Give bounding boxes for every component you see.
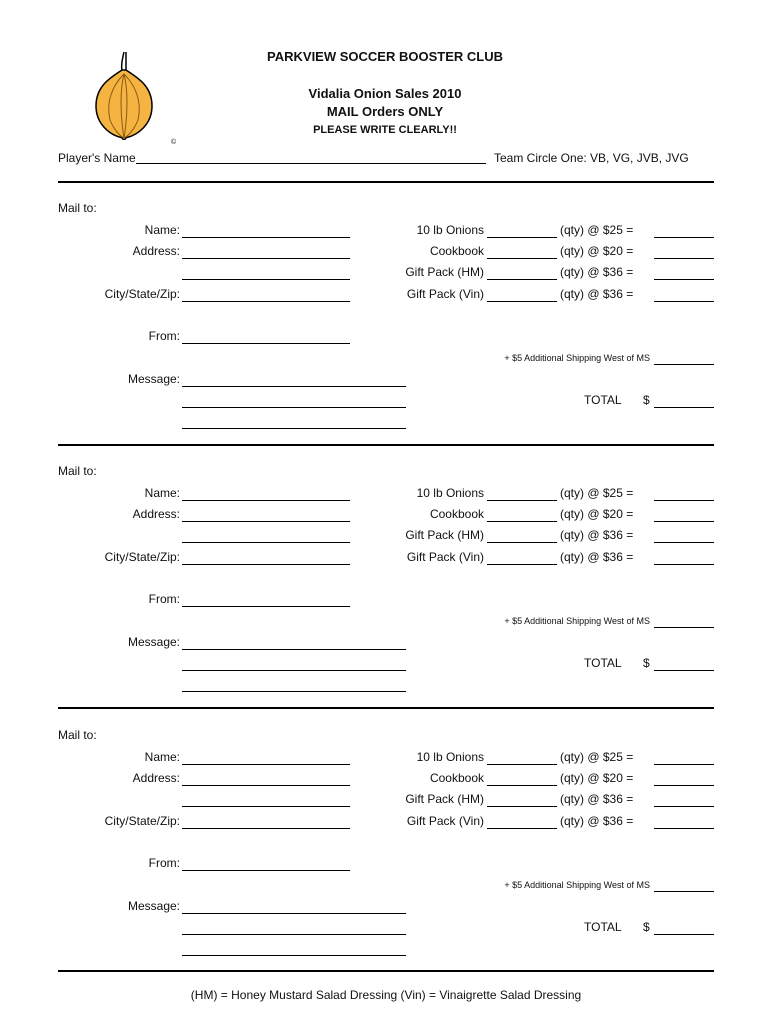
city-state-zip-field[interactable] xyxy=(182,301,350,302)
name-label: Name: xyxy=(144,223,180,237)
item-qty-field[interactable] xyxy=(487,521,557,522)
item-price: (qty) @ $20 = xyxy=(560,507,634,521)
item-label: Gift Pack (HM) xyxy=(405,792,484,806)
item-amount-field[interactable] xyxy=(654,521,714,522)
address-label: Address: xyxy=(132,507,180,521)
footer-legend: (HM) = Honey Mustard Salad Dressing (Vin) = Vinaigrette Salad Dressing xyxy=(190,988,582,1002)
mail-to-label: Mail to: xyxy=(58,201,97,215)
message-field-line2[interactable] xyxy=(182,670,406,671)
item-price: (qty) @ $25 = xyxy=(560,750,634,764)
item-price: (qty) @ $36 = xyxy=(560,287,634,301)
item-price: (qty) @ $36 = xyxy=(560,792,634,806)
address-field-line2[interactable] xyxy=(182,279,350,280)
item-qty-field[interactable] xyxy=(487,542,557,543)
message-field-line3[interactable] xyxy=(182,428,406,429)
item-label: 10 lb Onions xyxy=(416,486,484,500)
city-state-zip-field[interactable] xyxy=(182,828,350,829)
message-field[interactable] xyxy=(182,386,406,387)
from-label: From: xyxy=(148,329,180,343)
shipping-field[interactable] xyxy=(654,627,714,628)
item-label: Gift Pack (HM) xyxy=(405,528,484,542)
item-price: (qty) @ $36 = xyxy=(560,814,634,828)
mail-to-label: Mail to: xyxy=(58,728,97,742)
item-amount-field[interactable] xyxy=(654,301,714,302)
club-title: PARKVIEW SOCCER BOOSTER CLUB xyxy=(267,49,503,64)
order-section xyxy=(0,464,770,704)
total-field[interactable] xyxy=(654,934,714,935)
total-field[interactable] xyxy=(654,670,714,671)
address-field[interactable] xyxy=(182,521,350,522)
item-amount-field[interactable] xyxy=(654,828,714,829)
item-qty-field[interactable] xyxy=(487,279,557,280)
message-field-line3[interactable] xyxy=(182,955,406,956)
shipping-field[interactable] xyxy=(654,364,714,365)
item-qty-field[interactable] xyxy=(487,785,557,786)
item-label: Cookbook xyxy=(429,507,484,521)
item-price: (qty) @ $20 = xyxy=(560,244,634,258)
city-state-zip-label: City/State/Zip: xyxy=(104,814,180,828)
item-amount-field[interactable] xyxy=(654,258,714,259)
separator-line xyxy=(58,181,714,183)
total-label: TOTAL xyxy=(584,656,622,670)
item-qty-field[interactable] xyxy=(487,806,557,807)
message-label: Message: xyxy=(127,372,180,386)
message-field[interactable] xyxy=(182,913,406,914)
item-label: 10 lb Onions xyxy=(416,223,484,237)
item-amount-field[interactable] xyxy=(654,237,714,238)
item-label: Cookbook xyxy=(429,244,484,258)
item-qty-field[interactable] xyxy=(487,564,557,565)
item-amount-field[interactable] xyxy=(654,785,714,786)
name-label: Name: xyxy=(144,486,180,500)
message-label: Message: xyxy=(127,635,180,649)
item-price: (qty) @ $25 = xyxy=(560,223,634,237)
dollar-sign: $ xyxy=(643,656,650,670)
item-amount-field[interactable] xyxy=(654,806,714,807)
item-price: (qty) @ $25 = xyxy=(560,486,634,500)
message-field-line3[interactable] xyxy=(182,691,406,692)
dollar-sign: $ xyxy=(643,393,650,407)
shipping-note: + $5 Additional Shipping West of MS xyxy=(504,616,650,626)
message-field-line2[interactable] xyxy=(182,934,406,935)
name-field[interactable] xyxy=(182,500,350,501)
item-qty-field[interactable] xyxy=(487,500,557,501)
name-label: Name: xyxy=(144,750,180,764)
total-label: TOTAL xyxy=(584,393,622,407)
mail-to-label: Mail to: xyxy=(58,464,97,478)
shipping-field[interactable] xyxy=(654,891,714,892)
item-qty-field[interactable] xyxy=(487,237,557,238)
from-field[interactable] xyxy=(182,870,350,871)
item-qty-field[interactable] xyxy=(487,301,557,302)
item-amount-field[interactable] xyxy=(654,542,714,543)
item-qty-field[interactable] xyxy=(487,258,557,259)
address-label: Address: xyxy=(132,244,180,258)
team-circle-text: Team Circle One: VB, VG, JVB, JVG xyxy=(494,151,689,165)
total-label: TOTAL xyxy=(584,920,622,934)
item-label: Cookbook xyxy=(429,771,484,785)
from-label: From: xyxy=(148,592,180,606)
write-clearly-note: PLEASE WRITE CLEARLY!! xyxy=(313,124,457,136)
onion-logo-icon xyxy=(88,50,160,142)
dollar-sign: $ xyxy=(643,920,650,934)
message-field-line2[interactable] xyxy=(182,407,406,408)
item-qty-field[interactable] xyxy=(487,764,557,765)
item-amount-field[interactable] xyxy=(654,764,714,765)
separator-line xyxy=(58,707,714,709)
item-price: (qty) @ $36 = xyxy=(560,528,634,542)
message-field[interactable] xyxy=(182,649,406,650)
city-state-zip-label: City/State/Zip: xyxy=(104,550,180,564)
item-price: (qty) @ $36 = xyxy=(560,265,634,279)
item-label: 10 lb Onions xyxy=(416,750,484,764)
address-field-line2[interactable] xyxy=(182,806,350,807)
item-amount-field[interactable] xyxy=(654,279,714,280)
message-label: Message: xyxy=(127,899,180,913)
shipping-note: + $5 Additional Shipping West of MS xyxy=(504,880,650,890)
shipping-note: + $5 Additional Shipping West of MS xyxy=(504,353,650,363)
item-label: Gift Pack (Vin) xyxy=(406,287,484,301)
separator-line xyxy=(58,970,714,972)
from-field[interactable] xyxy=(182,343,350,344)
order-section xyxy=(0,201,770,441)
city-state-zip-field[interactable] xyxy=(182,564,350,565)
item-label: Gift Pack (HM) xyxy=(405,265,484,279)
order-section xyxy=(0,728,770,968)
item-label: Gift Pack (Vin) xyxy=(406,814,484,828)
city-state-zip-label: City/State/Zip: xyxy=(104,287,180,301)
item-amount-field[interactable] xyxy=(654,564,714,565)
sale-title: Vidalia Onion Sales 2010 xyxy=(308,86,462,101)
name-field[interactable] xyxy=(182,237,350,238)
item-label: Gift Pack (Vin) xyxy=(406,550,484,564)
item-amount-field[interactable] xyxy=(654,500,714,501)
player-name-field[interactable] xyxy=(136,163,486,164)
player-name-label: Player's Name xyxy=(58,151,136,165)
name-field[interactable] xyxy=(182,764,350,765)
address-field[interactable] xyxy=(182,258,350,259)
address-field-line2[interactable] xyxy=(182,542,350,543)
separator-line xyxy=(58,444,714,446)
item-price: (qty) @ $20 = xyxy=(560,771,634,785)
from-field[interactable] xyxy=(182,606,350,607)
orders-title: MAIL Orders ONLY xyxy=(326,104,444,119)
from-label: From: xyxy=(148,856,180,870)
address-label: Address: xyxy=(132,771,180,785)
total-field[interactable] xyxy=(654,407,714,408)
copyright-mark: © xyxy=(171,139,177,146)
address-field[interactable] xyxy=(182,785,350,786)
item-price: (qty) @ $36 = xyxy=(560,550,634,564)
item-qty-field[interactable] xyxy=(487,828,557,829)
